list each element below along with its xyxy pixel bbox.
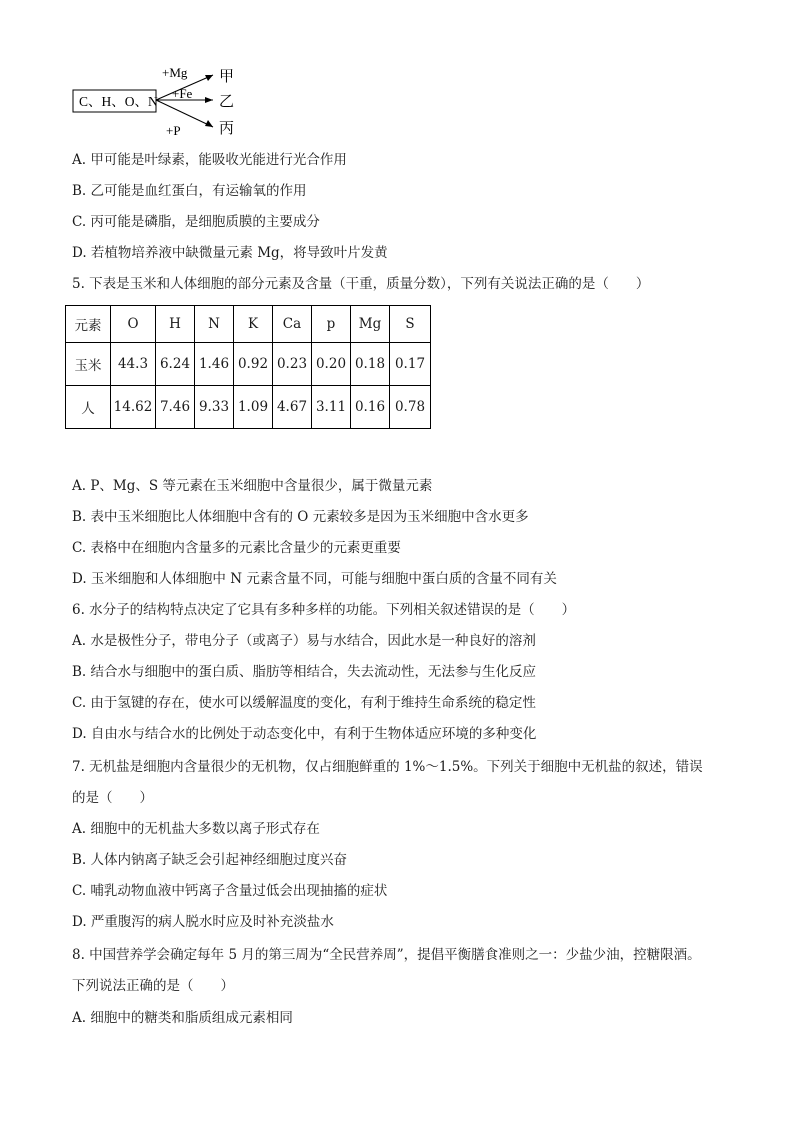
element-content-table	[65, 305, 431, 429]
q4-option-b: B. 乙可能是血红蛋白，有运输氧的作用	[72, 183, 307, 199]
table-cell: 0.23	[273, 343, 312, 386]
table-header-cell: H	[156, 306, 195, 343]
table-header-row	[66, 306, 431, 343]
q7-option-a: A. 细胞中的无机盐大多数以离子形式存在	[72, 821, 320, 837]
table-cell: 1.46	[195, 343, 234, 386]
q5-option-b: B. 表中玉米细胞比人体细胞中含有的 O 元素较多是因为玉米细胞中含水更多	[72, 509, 529, 525]
table-cell: 7.46	[156, 386, 195, 429]
q5-stem: 5. 下表是玉米和人体细胞的部分元素及含量（干重，质量分数），下列有关说法正确的是（ ）	[72, 276, 650, 292]
table-cell: 0.92	[234, 343, 273, 386]
table-cell: 14.62	[111, 386, 156, 429]
table-cell: 玉米	[66, 343, 111, 386]
table-cell: 0.17	[390, 343, 431, 386]
q5-option-c: C. 表格中在细胞内含量多的元素比含量少的元素更重要	[72, 540, 401, 556]
table-header-cell: K	[234, 306, 273, 343]
table-header-cell: p	[312, 306, 351, 343]
table-header-cell: Mg	[351, 306, 390, 343]
table-cell: 0.18	[351, 343, 390, 386]
table-header-cell: O	[111, 306, 156, 343]
table-cell: 0.78	[390, 386, 431, 429]
q4-option-a: A. 甲可能是叶绿素，能吸收光能进行光合作用	[72, 152, 347, 168]
arrow-label-mg: +Mg	[162, 65, 188, 80]
element-diagram	[70, 62, 270, 142]
arrowhead-fe	[205, 97, 213, 103]
table-cell: 3.11	[312, 386, 351, 429]
table-cell: 4.67	[273, 386, 312, 429]
table-cell: 6.24	[156, 343, 195, 386]
table-row-human	[66, 386, 431, 429]
q6-stem: 6. 水分子的结构特点决定了它具有多种多样的功能。下列相关叙述错误的是（ ）	[72, 602, 576, 618]
q7-stem-line1: 7. 无机盐是细胞内含量很少的无机物，仅占细胞鲜重的 1%～1.5%。下列关于细胞中无机盐的叙述，错误	[72, 759, 703, 775]
q8-stem-line2: 下列说法正确的是（ ）	[72, 978, 234, 994]
q6-option-c: C. 由于氢键的存在，使水可以缓解温度的变化，有利于维持生命系统的稳定性	[72, 695, 536, 711]
q5-option-a: A. P、Mg、S 等元素在玉米细胞中含量很少，属于微量元素	[72, 478, 433, 494]
table-row-corn	[66, 343, 431, 386]
table-cell: 9.33	[195, 386, 234, 429]
q7-option-d: D. 严重腹泻的病人脱水时应及时补充淡盐水	[72, 914, 334, 930]
product-bing: 丙	[219, 119, 235, 137]
product-yi: 乙	[219, 92, 235, 110]
table-cell: 0.16	[351, 386, 390, 429]
table-cell: 人	[66, 386, 111, 429]
q7-stem-line2: 的是（ ）	[72, 790, 153, 806]
table-cell: 44.3	[111, 343, 156, 386]
q6-option-a: A. 水是极性分子，带电分子（或离子）易与水结合，因此水是一种良好的溶剂	[72, 633, 536, 649]
table-header-cell: N	[195, 306, 234, 343]
table-header-cell: 元素	[66, 306, 111, 343]
arrow-label-p: +P	[166, 123, 181, 138]
q5-option-d: D. 玉米细胞和人体细胞中 N 元素含量不同，可能与细胞中蛋白质的含量不同有关	[72, 571, 557, 587]
q8-option-a: A. 细胞中的糖类和脂质组成元素相同	[72, 1010, 293, 1026]
q7-option-c: C. 哺乳动物血液中钙离子含量过低会出现抽搐的症状	[72, 883, 388, 899]
q7-option-b: B. 人体内钠离子缺乏会引起神经细胞过度兴奋	[72, 852, 348, 868]
table-header-cell: Ca	[273, 306, 312, 343]
table-header-cell: S	[390, 306, 431, 343]
q8-stem-line1: 8. 中国营养学会确定每年 5 月的第三周为“全民营养周”，提倡平衡膳食准则之一：少盐少油，控糖限酒。	[72, 947, 701, 963]
product-jia: 甲	[219, 67, 235, 85]
table-cell: 1.09	[234, 386, 273, 429]
q4-option-d: D. 若植物培养液中缺微量元素 Mg，将导致叶片发黄	[72, 245, 388, 261]
element-box-label: C、H、O、N	[79, 94, 158, 109]
table-cell: 0.20	[312, 343, 351, 386]
q6-option-b: B. 结合水与细胞中的蛋白质、脂肪等相结合，失去流动性，无法参与生化反应	[72, 664, 537, 680]
q6-option-d: D. 自由水与结合水的比例处于动态变化中，有利于生物体适应环境的多种变化	[72, 726, 537, 742]
arrow-label-fe: +Fe	[172, 86, 193, 101]
arrow-p	[156, 100, 213, 127]
q4-option-c: C. 丙可能是磷脂，是细胞质膜的主要成分	[72, 214, 320, 230]
